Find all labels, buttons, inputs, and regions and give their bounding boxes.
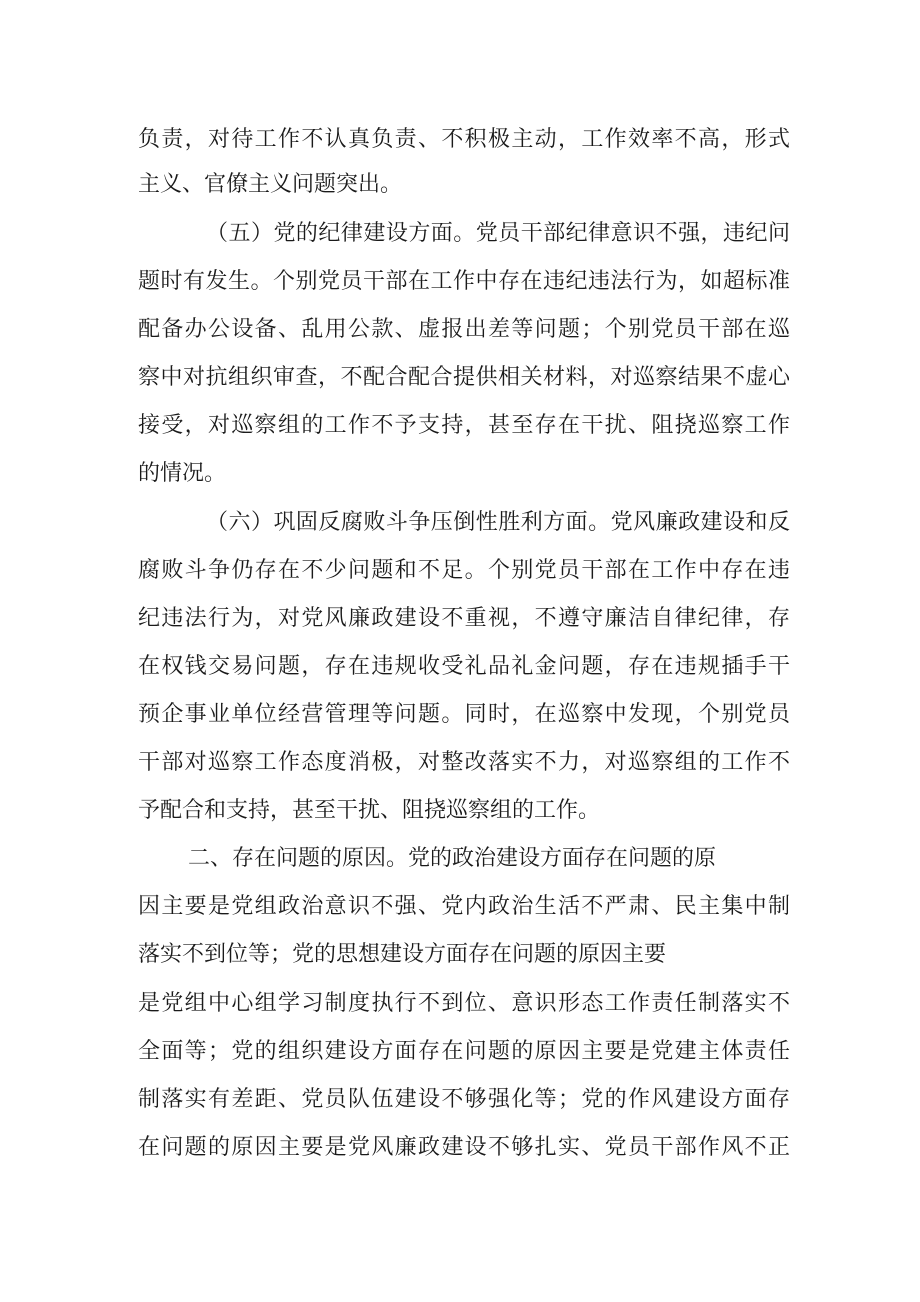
text-line: 配备办公设备、乱用公款、虚报出差等问题；个别党员干部在巡 — [138, 317, 790, 342]
text-line: 予配合和支持，甚至干扰、阻挠巡察组的工作。 — [138, 798, 601, 823]
text-line: 是党组中心组学习制度执行不到位、意识形态工作责任制落实不 — [138, 991, 790, 1016]
text-line: 在问题的原因主要是党风廉政建设不够扎实、党员干部作风不正 — [138, 1135, 790, 1160]
text-line: 因主要是党组政治意识不强、党内政治生活不严肃、民主集中制 — [138, 894, 790, 919]
text-line: 预企事业单位经营管理等问题。同时，在巡察中发现，个别党员 — [138, 702, 790, 727]
section-heading-line: 二、存在问题的原因。党的政治建设方面存在问题的原 — [188, 846, 717, 871]
text-line: 腐败斗争仍存在不少问题和不足。个别党员干部在工作中存在违 — [138, 558, 790, 583]
paragraph-heading-line: （五）党的纪律建设方面。党员干部纪律意识不强，违纪问 — [206, 221, 790, 246]
text-line: 的情况。 — [138, 461, 227, 486]
text-line: 干部对巡察工作态度消极，对整改落实不力，对巡察组的工作不 — [138, 750, 790, 775]
text-line: 主义、官僚主义问题突出。 — [138, 172, 403, 197]
text-line: 全面等；党的组织建设方面存在问题的原因主要是党建主体责任 — [138, 1039, 790, 1064]
text-line: 落实不到位等；党的思想建设方面存在问题的原因主要 — [138, 942, 667, 967]
text-line: 察中对抗组织审查，不配合配合提供相关材料，对巡察结果不虚心 — [138, 365, 790, 390]
text-line: 制落实有差距、党员队伍建设不够强化等；党的作风建设方面存 — [138, 1087, 790, 1112]
text-line: 纪违法行为，对党风廉政建设不重视，不遵守廉洁自律纪律，存 — [138, 606, 790, 631]
text-line: 在权钱交易问题，存在违规收受礼品礼金问题，存在违规插手干 — [138, 654, 790, 679]
paragraph-heading-line: （六）巩固反腐败斗争压倒性胜利方面。党风廉政建设和反 — [206, 510, 790, 535]
text-line: 题时有发生。个别党员干部在工作中存在违纪违法行为，如超标准 — [138, 269, 790, 294]
text-line: 接受，对巡察组的工作不予支持，甚至存在干扰、阻挠巡察工作 — [138, 413, 790, 438]
text-line: 负责，对待工作不认真负责、不积极主动，工作效率不高，形式 — [138, 127, 790, 152]
